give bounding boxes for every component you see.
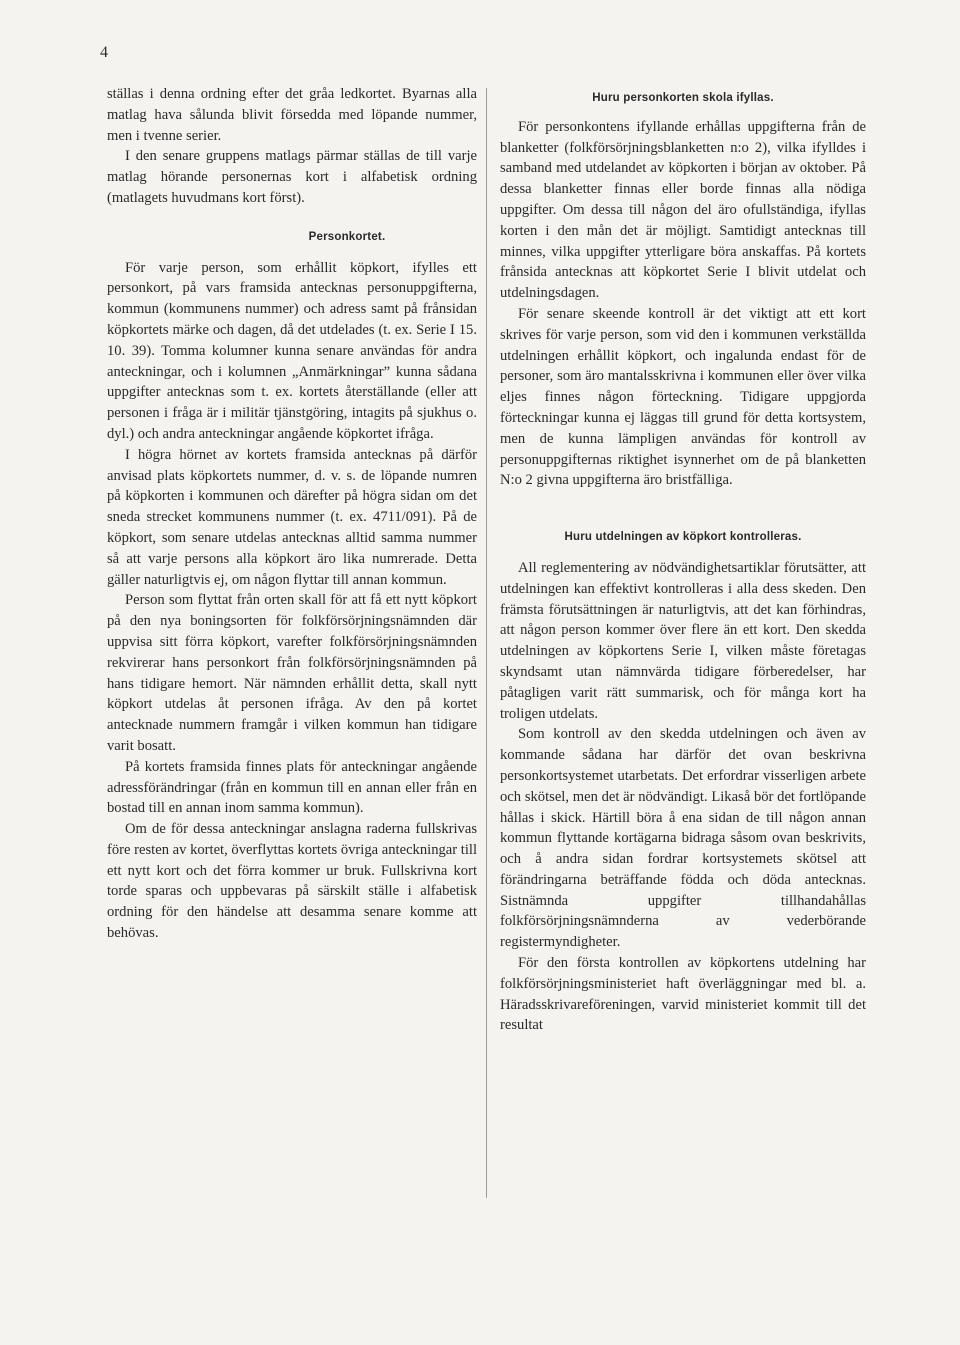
left-column — [107, 84, 477, 944]
left-paragraph-7: Om de för dessa anteckningar anslagna raderna fullskrivas före resten av kortet, överflyttas kortets övriga anteckningar till ett nytt kort och det förra kommer ur bruk. Fullskrivna kort torde sparas och uppbevaras på särskilt ställe i alfabetisk ordning för den händelse att desamma senare komme att behövas. — [107, 821, 477, 942]
left-paragraph-6: På kortets framsida finnes plats för anteckningar angående adressförändringar (från en kommun till en annan eller från en bostad till en annan inom samma kommun). — [107, 758, 477, 817]
right-paragraph-5: För den första kontrollen av köpkortens utdelning har folkförsörjningsministeriet haft överläggningar med bl. a. Häradsskrivareföreningen, varvid ministeriet kommit till det resultat — [500, 955, 866, 1034]
left-paragraph-5: Person som flyttat från orten skall för att få ett nytt köpkort på den nya boningsorten för folkförsörjningsnämnden där uppvisa sitt förra köpkort, varefter folkförsörjningsnämnden rekvirerar hans personkort från folkförsörjningsnämnden på hans tidigare hemort. När nämnden erhållit detta, skall nytt köpkort utdelas åt personen ifråga. Av den på kortet antecknade nummern framgår i vilken kommun han tidigare varit bosatt. — [107, 592, 477, 754]
right-paragraph-1: För personkontens ifyllande erhållas uppgifterna från de blanketter (folkförsörjningsblanketten n:o 2), vilka ifylldes i samband med utdelandet av köpkorten i början av oktober. På dessa blanketter finnas eller borde finnas alla nödiga uppgifter. Om dessa till någon del äro ofullständiga, ifyllas korten i den mån det är möjligt. Samtidigt antecknas till minnes, vilka uppgifter ytterligare böra anskaffas. På kortets frånsida antecknas att köpkortet Serie I blivit utdelat och utdelningsdagen. — [500, 118, 866, 302]
section-heading-kontrolleras: Huru utdelningen av köpkort kontrolleras. — [564, 531, 802, 544]
left-paragraph-2: I den senare gruppens matlags pärmar ställas de till varje matlag hörande personernas kort i alfabetisk ordning (matlagets huvudmans kort först). — [107, 148, 477, 206]
page-number: 4 — [100, 44, 108, 61]
right-paragraph-4: Som kontroll av den skedda utdelningen och även av kommande sådana har därför det ovan beskrivna personkortsystemet utarbetats. Det erfordrar visserligen arbete och skötsel, men det är nödvändigt. Likaså bör det fortlöpande hållas i skick. Härtill böra å ena sidan de till någon annan kommun flyttande kortägarna bidraga såsom ovan beskrivits, och å andra sidan fordrar kortsystemets skötsel att förändringarna beträffande födda och döda antecknas. Sistnämnda uppgifter tillhandahållas folkförsörjningsnämnderna av vederbörande registermyndigheter. — [500, 726, 866, 951]
column-divider — [486, 88, 487, 1198]
right-paragraph-3: All reglementering av nödvändighetsartiklar förutsätter, att utdelningen kan effektivt kontrolleras i alla dess skeden. Den främsta förutsättningen är naturligtvis, att det kan förhindras, att någon person kommer över flere än ett kort. Den skedda utdelningen av köpkortens Serie I, vilken måste företagas skyndsamt utan nämnvärda tidigare förberedelser, har påtagligen varit rätt summarisk, och för många kort ha troligen utdelats. — [500, 559, 866, 722]
left-paragraph-4: I högra hörnet av kortets framsida antecknas på därför anvisad plats köpkortets nummer, d. v. s. de löpande numren på köpkorten i kommunen och därefter på högra sidan om det sneda strecket kommunens nummer (t. ex. 4711/091). På de köpkort, som senare utdelas antecknas alltid samma nummer så att varje persons alla köpkort äro lika numrerade. Detta gäller naturligtvis ej, om någon flyttar till annan kommun. — [107, 446, 477, 588]
left-paragraph-1: ställas i denna ordning efter det gråa ledkortet. Byarnas alla matlag hava sålunda blivit försedda med löpande nummer, men i tvenne serier. — [107, 86, 477, 144]
right-paragraph-2: För senare skeende kontroll är det viktigt att ett kort skrives för varje person, som vid den i kommunen verkställda utdelningen erhållit köpkort, och ingalunda endast för de personer, som äro mantalsskrivna i kommunen eller över vilka eljes finnes någon förteckning. Tidigare uppgjorda förteckningar kunna ej läggas till grund för detta kortsystem, men de kunna lämpligen användas för kontroll av personuppgifternas riktighet isynnerhet om de på blanketten N:o 2 givna uppgifterna äro bristfälliga. — [500, 305, 866, 489]
section-heading-personkortet: Personkortet. — [308, 230, 386, 243]
left-paragraph-3: För varje person, som erhållit köpkort, ifylles ett personkort, på vars framsida antecknas personuppgifterna, kommun (kommunens nummer) och adress samt på frånsidan köpkortets märke och dagen, då det utdelades (t. ex. Serie I 15. 10. 39). Tomma kolumner kunna senare användas för andra anteckningar, och i kolumnen „Anmärkningar” kunna sådana uppgifter antecknas som t. ex. kortets återställande (eller att personen i fråga är i militär tjänstgöring, intagits på sjukhus o. dyl.) och andra anteckningar angående köpkortet ifråga. — [107, 259, 477, 442]
section-heading-ifyllas: Huru personkorten skola ifyllas. — [592, 92, 774, 104]
right-column — [500, 88, 866, 1036]
